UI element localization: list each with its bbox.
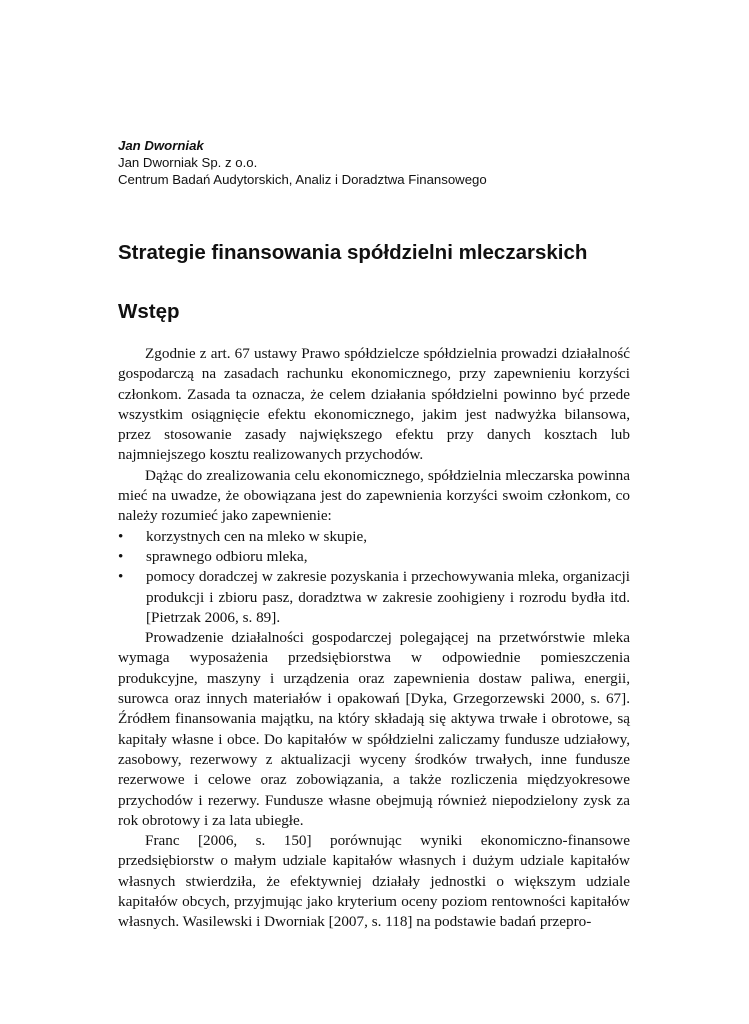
paragraph-2: Dążąc do zrealizowania celu ekonomicznego, spółdzielnia mleczarska powinna mieć na uwadze, że obowiązana jest do zapewnienia korzyści swoim członkom, co należy rozumieć jako zapewnienie: <box>118 466 630 525</box>
bullet-text: sprawnego odbioru mleka, <box>146 547 308 565</box>
bullet-icon: • <box>118 568 124 586</box>
bullet-icon: • <box>118 547 124 565</box>
author-block <box>118 137 638 188</box>
body-text <box>118 344 630 933</box>
paragraph-4: Franc [2006, s. 150] porównując wyniki ekonomiczno-finansowe przedsiębiorstw o małym udziale kapitałów własnych i dużym udziale kapitałów własnych stwierdziła, że efektywniej działały jednostki o większym udziale kapitałów obcych, przyjmując jako kryterium oceny poziom rentowności kapitałów własnych. Wasilewski i Dworniak [2007, s. 118] na podstawie badań przepro- <box>118 832 630 931</box>
bullet-text: korzystnych cen na mleko w skupie, <box>146 527 368 545</box>
author-company: Jan Dworniak Sp. z o.o. <box>118 155 258 170</box>
paragraph-1: Zgodnie z art. 67 ustawy Prawo spółdzielcze spółdzielnia prowadzi działalność gospodarczą na zasadach rachunku ekonomicznego, przy zapewnieniu korzyści członkom. Zasada ta oznacza, że celem działania spółdzielni powinno być przede wszystkim osiągnięcie efektu ekonomicznego, jakim jest nadwyżka bilansowa, przez stosowanie zasady największego efektu przy danych kosztach lub najmniejszego kosztu realizowanych przychodów. <box>118 345 630 464</box>
author-institution: Centrum Badań Audytorskich, Analiz i Doradztwa Finansowego <box>118 172 487 187</box>
bullet-item-3 <box>118 567 630 628</box>
bullet-text: pomocy doradczej w zakresie pozyskania i przechowywania mleka, organizacji produkcji i zbioru pasz, doradztwa w zakresie zoohigieny i rozrodu bydła itd. [Pietrzak 2006, s. 89]. <box>146 568 630 626</box>
bullet-list <box>118 527 630 628</box>
author-name: Jan Dworniak <box>118 138 204 153</box>
paper-title: Strategie finansowania spółdzielni mleczarskich <box>118 241 588 264</box>
paragraph-3: Prowadzenie działalności gospodarczej polegającej na przetwórstwie mleka wymaga wyposażenia przedsiębiorstwa w odpowiednie pomieszczenia produkcyjne, maszyny i urządzenia oraz zapewnienia dostaw paliwa, energii, surowca oraz innych materiałów i opakowań [Dyka, Grzegorzewski 2000, s. 67]. Źródłem finansowania majątku, na który składają się aktywa trwałe i obrotowe, są kapitały własne i obce. Do kapitałów w spółdzielni zaliczamy fundusze udziałowy, zasobowy, rezerwowy z aktualizacji wyceny środków trwałych, inne fundusze rezerwowe i celowe oraz zobowiązania, a także rozliczenia międzyokresowe przychodów i rezerwy. Fundusze własne obejmują również niepodzielony zysk za rok obrotowy i za lata ubiegłe. <box>118 629 630 829</box>
bullet-icon: • <box>118 527 124 545</box>
bullet-item-1 <box>118 527 630 547</box>
section-heading-introduction: Wstęp <box>118 300 180 323</box>
bullet-item-2 <box>118 547 630 567</box>
